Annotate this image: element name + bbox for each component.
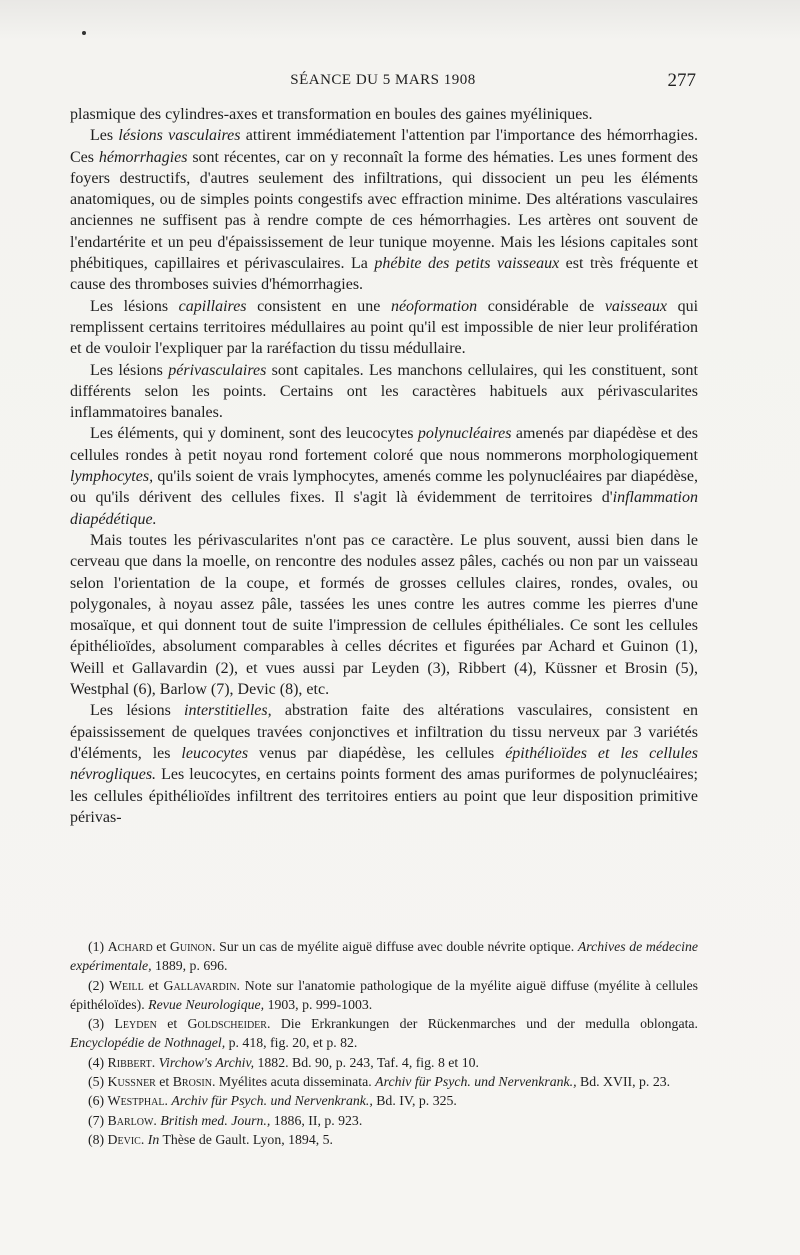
footnote [70,1091,698,1110]
text-run: sont capitales. Les manchons cellulaires, qui les constituent, sont différents selon les points. Certains ont les caractères habituels aux périvascularites inflammatoires banales. [70,361,698,422]
text-run: et [152,939,170,954]
text-run: abstration faite des altérations vasculaires, consistent en épaississement de quelques travées conjonctives et infiltration du tissu nerveux par 3 variétés d'éléments, les [70,702,698,762]
italic-text: lésions vasculaires [118,127,241,145]
text-run: et [156,1016,188,1032]
text-run: . [164,1093,172,1109]
text-run: Les lésions [90,702,185,720]
author-name: Westphal [107,1093,165,1109]
author-name: Kussner [107,1074,156,1090]
paragraph [70,296,698,360]
italic-text: capillaires [178,297,247,315]
italic-text: périvasculaires [168,361,267,379]
footnote [70,1072,698,1091]
text-run: est très fréquente et cause des thromboses suivies d'hémorrhagies. [70,255,699,294]
paragraph [70,700,698,828]
text-run: Les éléments, qui y dominent, sont des leucocytes [90,425,418,443]
footnote [70,1014,698,1053]
text-run: Les lésions [90,297,179,315]
text-run: et [143,977,164,993]
text-run: (6) [88,1093,108,1109]
text-run: . [151,1054,159,1070]
italic-text: Archives de médecine expérimentale, [70,939,698,974]
italic-text: British med. Journ., [160,1112,271,1128]
italic-text: Archiv für Psych. und Nervenkrank., [375,1074,577,1090]
text-run: (5) [88,1074,108,1090]
text-run: venus par diapédèse, les cellules [248,744,506,762]
author-name: Weill [109,977,144,993]
text-run: Les leucocytes, en certains points forment des amas puriformes de polynucléaires; les cellules épithélioïdes infiltrent des territoires entiers au point que leur disposition primitive périvas- [70,766,698,826]
italic-text: phébite des petits vaisseaux [374,255,560,273]
text-run: . Note sur l'anatomie pathologique de la myélite aiguë diffuse (myélite à cellules épithéloïdes). [70,977,698,1012]
paragraph [70,530,698,700]
text-run: . Myélites acuta disseminata. [211,1074,376,1090]
text-run: . [153,1112,161,1128]
author-name: Goldscheider [187,1016,267,1032]
text-run: et [155,1074,173,1090]
text-run: Thèse de Gault. Lyon, 1894, 5. [159,1131,333,1147]
paragraph [70,423,698,529]
italic-text: polynucléaires [417,425,512,443]
italic-text: inflammation diapédétique. [70,489,698,528]
text-run: 1882. Bd. 90, p. 243, Taf. 4, fig. 8 et 10. [254,1054,479,1070]
paragraph [70,104,698,125]
footnote [70,1111,698,1130]
italic-text: hémorrhagies [98,148,188,166]
body-text [70,104,698,828]
running-head: SÉANCE DU 5 MARS 1908 [290,72,476,88]
text-run: amenés par diapédèse et des cellules rondes à petit noyau rond fortement coloré que nous nommerons morphologiquement [70,425,699,464]
text-run: plasmique des cylindres-axes et transformation en boules des gaines myéliniques. [70,106,593,123]
text-run: attirent immédiatement l'attention par l'importance des hémorrhagies. Ces [70,127,698,166]
footnote [70,1053,698,1072]
text-run: . Sur un cas de myélite aiguë diffuse avec double névrite optique. [212,939,578,954]
italic-text: In [147,1131,160,1147]
text-run: p. 418, fig. 20, et p. 82. [225,1035,358,1051]
text-run: sont récentes, car on y reconnaît la forme des hématies. Les unes forment des foyers destructifs, d'autres seulement des infiltrations, qui dissocient un peu les éléments anatomiques, ou de simples points congestifs avec effraction minime. Des altérations vasculaires anciennes ne suffisent pas à rendre compte de ces hémorrhagies. Les artères ont souvent de l'endartérite et un peu d'épaississement de leur tunique moyenne. Mais les lésions capitales sont phébitiques, capillaires et périvasculaires. La [70,148,699,273]
text-run: 1886, II, p. 923. [270,1112,363,1128]
text-run: Bd. IV, p. 325. [372,1093,457,1109]
author-name: Gallavardin [163,977,237,993]
author-name: Devic [107,1131,141,1147]
page-header [70,70,696,94]
author-name: Brosin [172,1074,212,1090]
text-run: 1889, p. 696. [151,958,228,974]
text-run: (3) [88,1016,115,1032]
italic-text: Virchow's Archiv, [158,1054,255,1070]
text-run: qui remplissent certains territoires médullaires au point qu'il est impossible de nier leur prolifération et de vouloir l'expliquer par la raréfaction du tissu médullaire. [70,297,699,358]
italic-text: Revue Neurologique, [148,996,265,1012]
italic-text: néoformation [390,297,478,315]
author-name: Ribbert [107,1054,152,1070]
author-name: Guinon [169,939,213,954]
italic-text: interstitielles, [184,702,272,720]
text-run: Les lésions [90,361,169,379]
ink-speck [82,31,86,35]
italic-text: lymphocytes, [70,468,154,486]
text-run: (4) [88,1054,108,1070]
page-number: 277 [667,70,696,91]
italic-text: Encyclopédie de Nothnagel, [70,1035,226,1051]
text-run: (1) [88,939,108,954]
italic-text: leucocytes [181,744,249,762]
footnote [70,937,698,976]
text-run: Mais toutes les périvascularites n'ont pas ce caractère. Le plus souvent, aussi bien dans le cerveau que dans la moelle, on rencontre des nodules assez pâles, cachés ou non par un vaisseau selon l'orientation de la coupe, et formés de grosses cellules claires, rondes, ovales, ou polygonales, à noyau assez pâle, tassées les unes contre les autres comme les pierres d'une mosaïque, et qui donnent tout de suite l'impression de cellules épithéliales. Ce sont les cellules épithélioïdes, absolument comparables à celles décrites et figurées par Achard et Guinon (1), Weill et Gallavardin (2), et vues aussi par Leyden (3), Ribbert (4), Küssner et Brosin (5), Westphal (6), Barlow (7), Devic (8), etc. [70,531,698,699]
text-run: (7) [88,1112,108,1128]
text-run: qu'ils soient de vrais lymphocytes, amenés comme les polynucléaires par diapédèse, ou qu'ils dérivent des cellules fixes. Il s'agit là évidemment de territoires d' [70,468,698,507]
footnotes [70,937,698,1149]
text-run: . Die Erkrankungen der Rückenmarches und der medulla oblongata. [266,1016,698,1032]
text-run: (2) [88,977,110,993]
author-name: Barlow [107,1112,154,1128]
footnote [70,1130,698,1149]
text-run: consistent en une [246,297,391,315]
text-run: considérable de [477,297,605,315]
text-run: (8) [88,1131,108,1147]
italic-text: Archiv für Psych. und Nervenkrank., [171,1093,373,1109]
text-run: . [140,1131,148,1147]
author-name: Achard [107,939,153,954]
italic-text: vaisseaux [604,297,668,315]
text-run: 1903, p. 999-1003. [264,996,373,1012]
text-run: Bd. XVII, p. 23. [576,1074,671,1090]
paragraph [70,360,698,424]
italic-text: épithélioïdes et les cellules névrogliques. [70,744,698,784]
paragraph [70,125,698,295]
text-run: Les [90,127,119,145]
footnote [70,976,698,1015]
author-name: Leyden [114,1016,157,1032]
